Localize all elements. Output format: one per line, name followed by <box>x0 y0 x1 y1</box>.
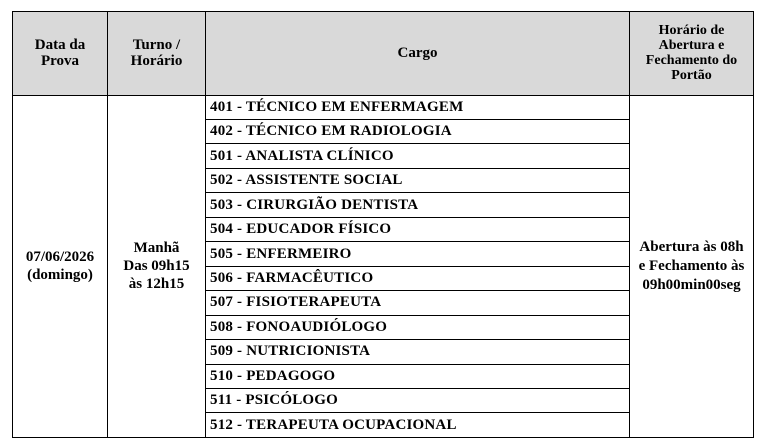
gate-opening-line: e Fechamento às <box>638 257 745 274</box>
cargo-cell: 401 - TÉCNICO EM ENFERMAGEM <box>206 95 630 119</box>
shift-time-line: Das 09h15 <box>123 258 190 275</box>
exam-date-cell <box>13 95 108 437</box>
shift-time-line: às 12h15 <box>128 276 185 293</box>
shift-time-line: Manhã <box>133 240 180 257</box>
header-portao-line-3: Fechamento do <box>645 53 738 69</box>
cargo-cell: 402 - TÉCNICO EM RADIOLOGIA <box>206 120 630 144</box>
cargo-cell: 510 - PEDAGOGO <box>206 364 630 388</box>
header-cargo: Cargo <box>206 12 630 96</box>
cargo-cell: 509 - NUTRICIONISTA <box>206 340 630 364</box>
gate-opening-line: Abertura às 08h <box>639 238 744 255</box>
header-turno-horario <box>108 12 206 96</box>
header-data-da-prova <box>13 12 108 96</box>
header-portao-line-2: Abertura e <box>658 38 725 54</box>
gate-opening-cell <box>630 95 754 437</box>
exam-date-line: (domingo) <box>27 267 93 284</box>
cargo-cell: 502 - ASSISTENTE SOCIAL <box>206 168 630 192</box>
header-data-line-1: Data da <box>34 37 86 54</box>
header-portao-line-4: Portão <box>671 68 712 84</box>
cargo-cell: 511 - PSICÓLOGO <box>206 389 630 413</box>
exam-date-line: 07/06/2026 <box>25 249 95 266</box>
cargo-cell: 506 - FARMACÊUTICO <box>206 266 630 290</box>
header-turno-line-2: Horário <box>130 53 183 70</box>
header-horario-portao <box>630 12 754 96</box>
cargo-cell: 503 - CIRURGIÃO DENTISTA <box>206 193 630 217</box>
header-data-line-2: Prova <box>40 53 80 70</box>
cargo-cell: 504 - EDUCADOR FÍSICO <box>206 217 630 241</box>
gate-opening-line: 09h00min00seg <box>642 276 741 293</box>
table-row <box>13 95 754 119</box>
shift-time-cell <box>108 95 206 437</box>
header-portao-line-1: Horário de <box>658 23 725 39</box>
cargo-cell: 512 - TERAPEUTA OCUPACIONAL <box>206 413 630 438</box>
header-turno-line-1: Turno / <box>132 37 181 54</box>
cargo-cell: 501 - ANALISTA CLÍNICO <box>206 144 630 168</box>
cargo-cell: 508 - FONOAUDIÓLOGO <box>206 315 630 339</box>
header-row <box>13 12 754 96</box>
cargo-cell: 505 - ENFERMEIRO <box>206 242 630 266</box>
cargo-cell: 507 - FISIOTERAPEUTA <box>206 291 630 315</box>
exam-schedule-table <box>12 11 754 438</box>
